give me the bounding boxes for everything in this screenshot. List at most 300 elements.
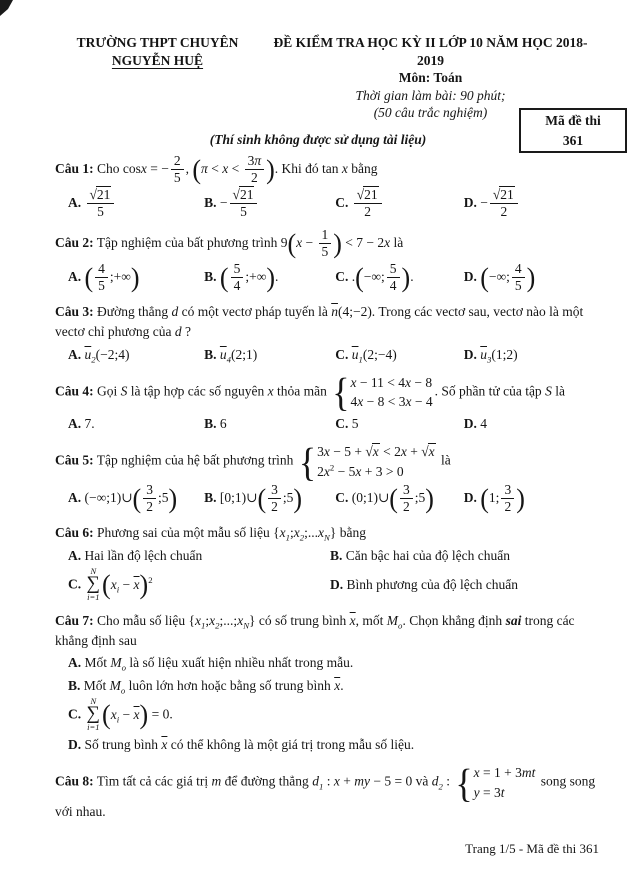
radicand (499, 186, 515, 202)
parenthesized-group (287, 228, 341, 260)
left-paren: ( (480, 483, 489, 515)
math-text: = 0. (148, 706, 173, 722)
sigma-symbol: ∑ (86, 703, 101, 725)
math-variable: π (201, 161, 208, 177)
option-letter: B. (204, 195, 217, 211)
math-variable: x (209, 612, 216, 628)
math-text: 21 (500, 187, 514, 203)
math-text: Căn bậc hai của độ lệch chuẩn (345, 547, 510, 563)
math-text: − 11 < 4 (356, 374, 406, 390)
math-text: 21 (364, 187, 378, 203)
system-of-equations (455, 760, 536, 805)
subscript: N (324, 533, 330, 544)
question-stem (55, 439, 601, 484)
fraction-denominator (95, 278, 108, 294)
options-7 (55, 653, 601, 755)
fraction (490, 187, 518, 219)
question-label: Câu 4: (55, 383, 94, 399)
option-letter: C. (335, 269, 349, 285)
fraction (171, 153, 184, 185)
math-variable: x (405, 374, 412, 390)
options-2 (55, 262, 601, 294)
math-text: 5 (173, 169, 181, 185)
option-letter: B. (68, 677, 81, 693)
math-text: 3 (247, 152, 255, 168)
subscript: 2 (215, 620, 220, 631)
math-variable: S (545, 383, 552, 399)
question-stem (55, 302, 601, 343)
option-B (204, 188, 331, 220)
option-A (55, 653, 601, 673)
square-root (90, 187, 112, 202)
radicand (372, 443, 380, 459)
summation (87, 697, 101, 732)
system-row (474, 783, 536, 803)
option-letter: C. (335, 195, 349, 211)
square-root (365, 444, 379, 459)
radicand (363, 186, 379, 202)
math-text: = − (146, 161, 169, 177)
system-row (317, 462, 436, 482)
right-paren: ) (266, 262, 275, 293)
option-letter: C. (68, 706, 82, 722)
options-6 (55, 546, 601, 603)
math-variable: d (174, 324, 182, 340)
system-rows (317, 442, 436, 481)
fraction-denominator (268, 499, 281, 515)
system-brace: { (298, 439, 317, 484)
question-3 (55, 302, 601, 365)
school-name-line1: TRƯỜNG THPT CHUYÊN (76, 35, 239, 50)
math-text: là số liệu xuất hiện nhiều nhất trong mẫu. (126, 655, 354, 671)
options-1 (55, 188, 601, 220)
question-6 (55, 523, 601, 603)
option-letter: B. (204, 346, 217, 362)
radicand (239, 186, 255, 202)
math-text: 2 (271, 498, 278, 514)
exam-note: (Thí sinh không được sử dụng tài liệu) (209, 131, 427, 147)
option-C (335, 483, 460, 515)
math-text: 2 (504, 498, 512, 514)
option-B (330, 546, 601, 566)
right-paren: ) (333, 228, 342, 259)
math-text: Cho mẫu số liệu { (97, 612, 195, 628)
fraction-numerator (245, 153, 265, 170)
parenthesized-group (102, 569, 149, 601)
math-variable: d (312, 773, 319, 789)
option-letter: A. (68, 547, 82, 563)
left-paren: ( (480, 262, 489, 293)
math-text: Mốt (83, 677, 110, 693)
math-variable: x (355, 463, 362, 479)
math-variable: x (341, 161, 348, 177)
math-variable: x (293, 525, 300, 541)
subscript: o (398, 620, 403, 631)
overline-symbol-letter: $\overline{u}$ (351, 346, 359, 362)
math-variable: x (384, 235, 391, 251)
right-paren: ) (425, 483, 434, 515)
radical-sign: √ (232, 186, 240, 203)
option-D (464, 414, 601, 434)
question-5 (55, 439, 601, 515)
math-text: 5 (98, 277, 105, 293)
math-text: (2;1) (231, 346, 258, 362)
option-C (335, 188, 460, 220)
fraction-numerator (268, 482, 281, 499)
math-text: } bằng (329, 525, 366, 541)
option-B (204, 262, 331, 294)
math-text: ;... (304, 525, 318, 541)
overline-symbol (84, 346, 96, 365)
fraction-numerator (490, 187, 518, 204)
option-C (335, 262, 460, 294)
math-text: Tập nghiệm của hệ bất phương trình (96, 452, 297, 468)
option-D (464, 483, 601, 515)
subscript: 4 (226, 354, 232, 365)
superscript: 2 (329, 462, 335, 473)
subscript: i (116, 715, 120, 726)
math-variable: x (350, 374, 357, 390)
math-variable: x (222, 161, 229, 177)
right-paren: ) (266, 154, 275, 185)
option-letter: B. (204, 269, 217, 285)
paren-content (201, 154, 266, 186)
math-text: ;5 (282, 490, 294, 506)
option-C (68, 565, 326, 603)
overline-symbol-letter: $\overline{x}$ (349, 612, 356, 628)
math-text: [0;1)∪ (219, 490, 258, 506)
subscript: 1 (318, 781, 324, 792)
parenthesized-group (257, 483, 302, 515)
subscript: 1 (201, 620, 206, 631)
math-text: 4 (389, 277, 397, 293)
math-text: 3 (146, 482, 153, 498)
fraction-denominator (512, 278, 525, 294)
math-text: 1; (488, 490, 500, 506)
math-variable: M (386, 612, 399, 628)
math-text: . Số phần tử của tập (434, 383, 546, 399)
subscript: 1 (358, 354, 363, 365)
math-text: : (442, 773, 454, 789)
option-D (55, 735, 601, 755)
math-text: (2;−4) (362, 346, 397, 362)
parenthesized-group (389, 483, 434, 515)
option-A (68, 188, 200, 220)
left-paren: ( (287, 228, 297, 259)
fraction-numerator (387, 261, 400, 278)
questions-list (55, 154, 601, 823)
exam-duration: Thời gian làm bài: 90 phút; (355, 87, 506, 103)
option-letter: D. (463, 346, 477, 362)
fraction (400, 482, 413, 514)
parenthesized-group (355, 262, 410, 294)
math-text: ? (181, 324, 191, 340)
math-text: Tìm tất cả các giá trị (96, 773, 212, 789)
math-text: + 3 > 0 (361, 463, 404, 479)
math-text: − (480, 195, 488, 211)
fraction (354, 187, 382, 219)
right-paren: ) (526, 262, 536, 293)
page-footer: Trang 1/5 - Mã đề thi 361 (465, 841, 599, 856)
sigma-symbol: ∑ (86, 573, 101, 595)
math-text: trong các khẳng định sau (55, 612, 575, 649)
radicand (96, 186, 112, 202)
exam-code-value: 361 (562, 132, 584, 148)
option-letter: C. (335, 490, 349, 506)
math-variable: d (171, 304, 179, 320)
math-text: 4 (514, 261, 522, 277)
math-text: < (207, 161, 223, 177)
system-row (474, 763, 536, 783)
math-text: là (437, 452, 451, 468)
parenthesized-group (133, 483, 178, 515)
superscript: 2 (148, 575, 153, 585)
math-variable: x (110, 707, 117, 723)
paren-content (489, 483, 516, 515)
fraction-numerator (143, 482, 156, 499)
option-A (68, 483, 200, 515)
math-text: 21 (239, 187, 254, 203)
fraction-denominator (354, 204, 382, 220)
math-text: 4 (98, 261, 105, 277)
options-5 (55, 483, 601, 515)
math-text: để đường thẳng (221, 773, 313, 789)
fraction-denominator (245, 170, 265, 186)
math-text: ;5 (414, 490, 426, 506)
left-paren: ( (132, 483, 142, 515)
math-text: 5 (514, 277, 522, 293)
math-text: 1 (321, 227, 329, 243)
overline-symbol-letter: $\overline{u}$ (84, 346, 92, 362)
subscript: 1 (285, 533, 290, 544)
subscript: 2 (299, 533, 305, 544)
math-text: Cho cos (97, 161, 141, 177)
question-stem (55, 760, 601, 822)
math-variable: m (211, 773, 222, 789)
math-text: (−2;4) (95, 346, 130, 362)
overline-symbol-letter: $\overline{x}$ (334, 677, 341, 693)
fraction (231, 261, 244, 293)
fraction-numerator (400, 482, 413, 499)
math-variable: x (333, 773, 340, 789)
math-text: . Khi đó tan (274, 161, 342, 177)
summation-lower-limit: i=1 (87, 592, 100, 603)
math-text: 4 (350, 394, 358, 410)
option-letter: B. (204, 415, 217, 431)
option-letter: C. (68, 576, 82, 592)
math-text: + (406, 444, 422, 460)
fraction-numerator (319, 227, 332, 244)
option-C (335, 414, 460, 434)
option-A (68, 345, 200, 365)
math-text: . (351, 269, 356, 285)
option-letter: C. (335, 415, 349, 431)
parenthesized-group (102, 699, 149, 731)
math-text: 2 (364, 203, 372, 219)
system-row (351, 373, 433, 393)
question-stem (55, 611, 601, 652)
math-text: 7. (84, 415, 95, 431)
math-text: là (390, 235, 404, 251)
math-text: (−∞;1)∪ (84, 490, 133, 506)
system-of-equations (298, 439, 436, 484)
option-B (204, 414, 331, 434)
fraction-denominator (400, 499, 413, 515)
math-text: , mốt (355, 612, 387, 628)
fraction-denominator (171, 170, 184, 186)
fraction (245, 153, 265, 185)
square-root (421, 444, 435, 459)
square-root (493, 187, 515, 202)
math-text: 3 (271, 482, 278, 498)
left-paren: ( (102, 569, 111, 601)
math-variable: my (354, 773, 370, 789)
fraction-denominator (387, 278, 400, 294)
option-C (335, 345, 460, 365)
math-text: 4 (233, 277, 241, 293)
fraction (230, 187, 258, 219)
math-variable: x (473, 765, 480, 781)
fraction (95, 261, 108, 293)
paren-content (229, 262, 267, 294)
math-variable: x (195, 612, 201, 628)
question-stem (55, 228, 601, 260)
school-name-line2: NGUYỄN HUỆ (111, 52, 204, 68)
math-text: − 8 < 3 (363, 394, 406, 410)
radical-sign: √ (365, 443, 373, 460)
option-D (330, 575, 601, 595)
subscript: o (120, 685, 126, 696)
fraction-numerator (87, 187, 115, 204)
subscript: N (243, 620, 250, 631)
summation-lower-limit: i=1 (87, 722, 100, 733)
question-label: Câu 7: (55, 612, 94, 628)
math-variable: x (296, 235, 303, 251)
math-variable: S (120, 383, 128, 399)
math-text: 5 (240, 203, 247, 219)
math-text: ;+∞ (109, 269, 131, 285)
math-text: = 1 + 3 (479, 765, 522, 781)
left-paren: ( (219, 262, 229, 293)
question-label: Câu 3: (55, 304, 94, 320)
math-text: . (340, 677, 344, 693)
math-variable: x (400, 444, 407, 460)
summation (87, 567, 101, 602)
math-text: (0;1)∪ (351, 490, 390, 506)
math-variable: x (405, 394, 412, 410)
math-text: 2 (173, 152, 181, 168)
left-paren: ( (192, 154, 202, 185)
right-paren: ) (401, 262, 411, 293)
fraction-numerator (95, 261, 108, 278)
math-text: : (323, 773, 334, 789)
option-letter: A. (68, 490, 82, 506)
fraction-denominator (490, 204, 518, 220)
math-text: − 5 = 0 và (369, 773, 432, 789)
subscript: o (121, 663, 127, 674)
math-text: ;...; (219, 612, 238, 628)
left-paren: ( (84, 262, 94, 293)
math-text: 5 (97, 203, 104, 219)
option-D (464, 345, 601, 365)
question-stem (55, 523, 601, 543)
question-7 (55, 611, 601, 755)
fraction-numerator (354, 187, 382, 204)
fraction (143, 482, 156, 514)
math-text: Bình phương của độ lệch chuẩn (346, 577, 519, 593)
left-paren: ( (102, 699, 111, 731)
fraction (512, 261, 525, 293)
radical-sign: √ (421, 443, 429, 460)
right-paren: ) (139, 699, 149, 731)
math-variable: x (267, 383, 274, 399)
summation-upper-limit: N (90, 695, 97, 706)
math-text: − (119, 707, 134, 723)
square-root (233, 187, 255, 202)
math-text: có một vectơ pháp tuyến là (178, 304, 332, 320)
system-row (351, 392, 433, 412)
left-paren: ( (355, 262, 364, 293)
math-text: luôn lớn hơn hoặc bằng số trung bình (125, 677, 335, 693)
math-variable: M (109, 677, 121, 693)
radical-sign: √ (356, 186, 365, 203)
parenthesized-group (220, 262, 275, 294)
math-text: − 5 + (329, 444, 366, 460)
overline-symbol-letter: $\overline{n}$ (331, 304, 338, 320)
parenthesized-group (192, 154, 274, 186)
fraction-denominator (87, 204, 115, 220)
math-text: . Chọn khẳng định (402, 612, 506, 628)
options-3 (55, 345, 601, 365)
system-row (317, 442, 436, 462)
emphasized-text: sai (505, 612, 522, 628)
math-variable: t (500, 784, 505, 800)
math-text: − 5 (334, 463, 356, 479)
math-text: − (119, 577, 134, 593)
math-variable: x (110, 577, 117, 593)
option-letter: C. (335, 346, 349, 362)
paren-content (266, 483, 293, 515)
subscript: 2 (91, 354, 96, 365)
math-text: Phương sai của một mẫu số liệu { (97, 525, 280, 541)
math-text: 5 (351, 415, 359, 431)
paren-content (296, 228, 333, 260)
question-stem (55, 154, 601, 186)
paren-content (398, 483, 425, 515)
right-paren: ) (516, 483, 525, 515)
math-text: < (228, 161, 243, 177)
question-8 (55, 760, 601, 822)
question-2 (55, 228, 601, 294)
overline-symbol-letter: $\overline{u}$ (480, 346, 487, 362)
system-of-equations (332, 369, 433, 415)
option-C (55, 695, 601, 733)
overline-symbol-letter: $\overline{x}$ (133, 707, 140, 723)
math-variable: x (372, 444, 379, 460)
math-text: có thể không là một giá trị trong mẫu số liệu. (167, 736, 415, 752)
fraction (501, 482, 514, 514)
math-text: Hai lần độ lệch chuẩn (84, 547, 203, 563)
option-letter: A. (68, 655, 82, 671)
option-D (464, 262, 601, 294)
right-paren: ) (293, 483, 303, 515)
right-paren: ) (130, 262, 140, 293)
math-text: ; (289, 525, 294, 541)
exam-question-count: (50 câu trắc nghiệm) (373, 105, 488, 121)
math-text: là tập hợp các số nguyên (127, 383, 268, 399)
fraction-denominator (319, 244, 332, 260)
math-text: ;+∞ (245, 269, 267, 285)
